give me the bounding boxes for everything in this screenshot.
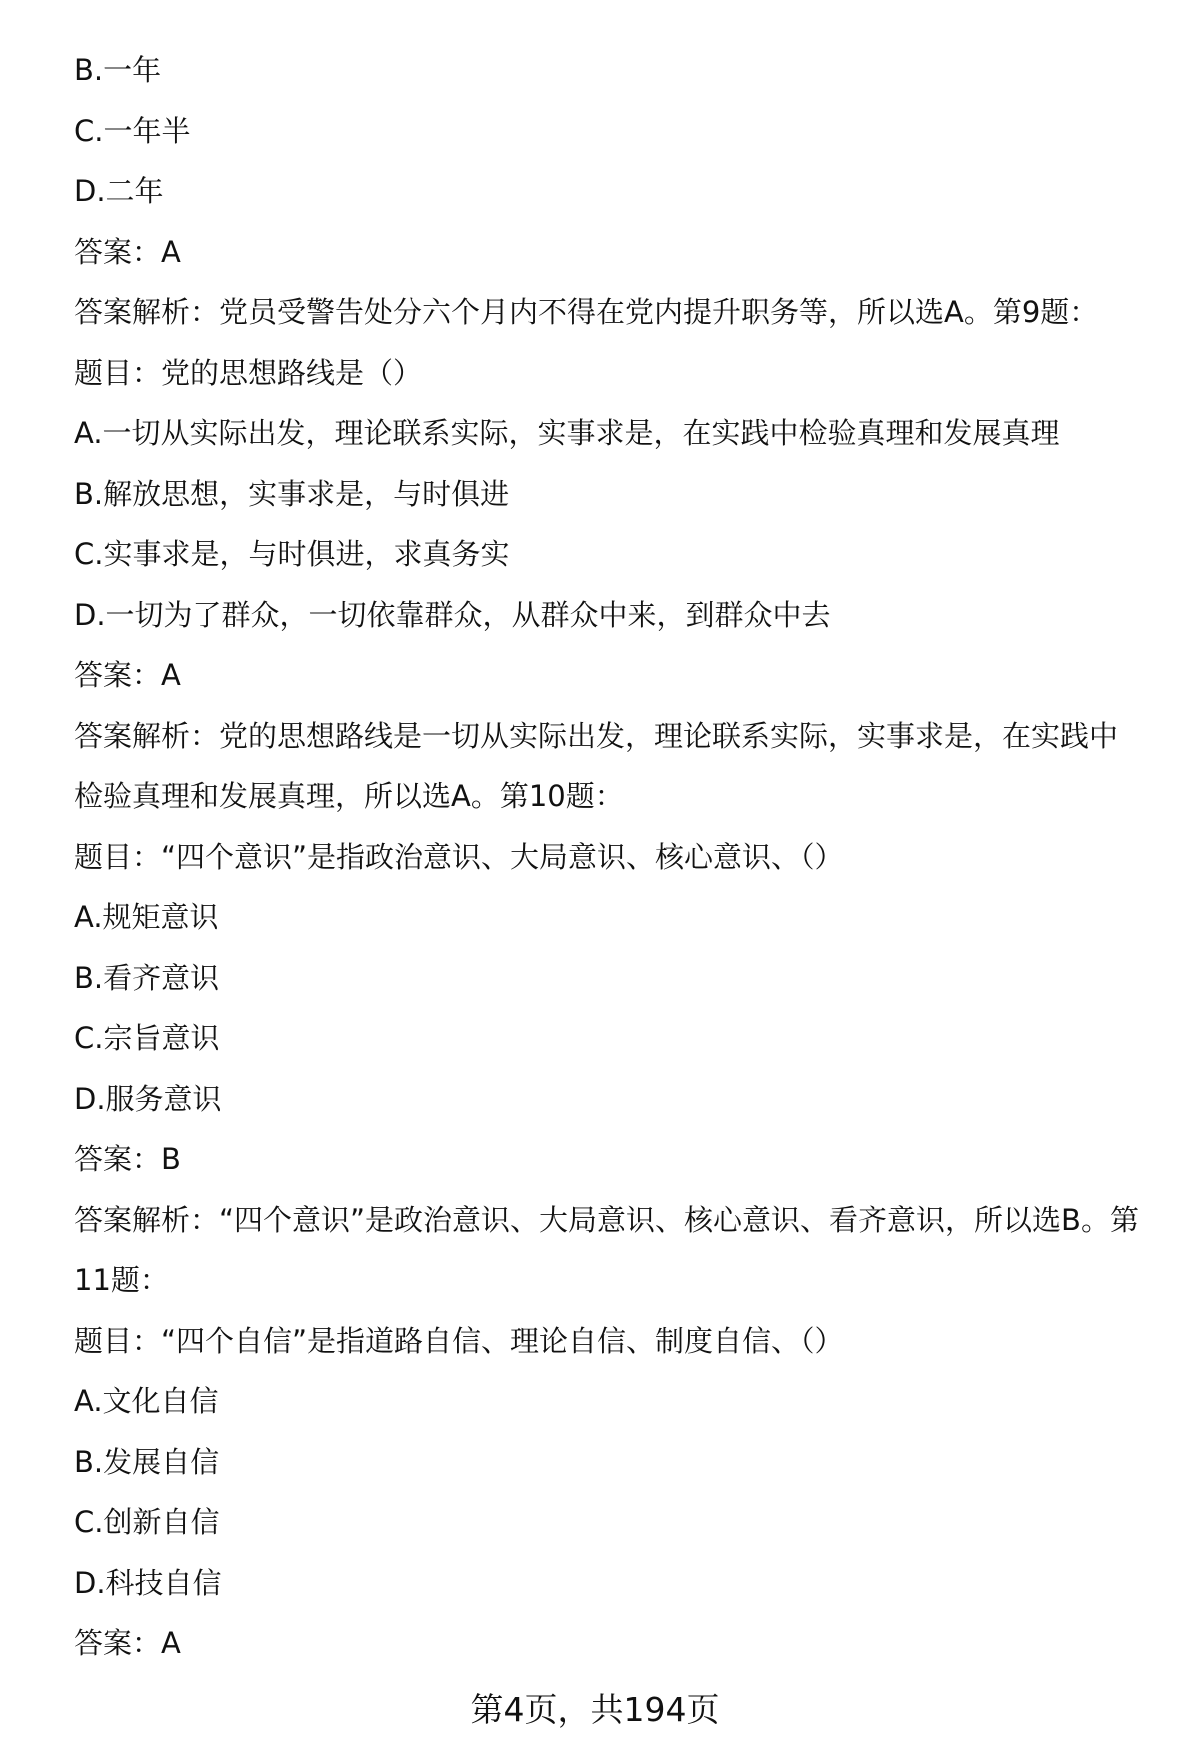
answer-explanation-cont: 11题：	[74, 1263, 169, 1297]
answer-explanation: 答案解析：党员受警告处分六个月内不得在党内提升职务等，所以选A。第9题：	[74, 295, 1099, 329]
page-number: 第4页，共194页	[470, 1690, 720, 1729]
option-b: B.解放思想，实事求是，与时俱进	[74, 476, 510, 511]
document-body	[74, 40, 1174, 1674]
option-d: D.二年	[74, 174, 164, 208]
option-c: C.一年半	[74, 113, 191, 148]
answer-explanation: 答案解析：“四个意识”是政治意识、大局意识、核心意识、看齐意识，所以选B。第	[74, 1202, 1139, 1237]
question-title: 题目：“四个自信”是指道路自信、理论自信、制度自信、（）	[74, 1323, 844, 1358]
answer: 答案：B	[74, 1142, 181, 1176]
option-b: B.一年	[74, 53, 162, 87]
option-c: C.创新自信	[74, 1505, 220, 1539]
option-a: A.一切从实际出发，理论联系实际，实事求是，在实践中检验真理和发展真理	[74, 416, 1060, 450]
answer-explanation-cont: 检验真理和发展真理，所以选A。第10题：	[74, 779, 624, 813]
option-c: C.宗旨意识	[74, 1021, 220, 1055]
question-title: 题目：党的思想路线是（）	[74, 355, 423, 390]
option-d: D.科技自信	[74, 1565, 222, 1600]
question-title: 题目：“四个意识”是指政治意识、大局意识、核心意识、（）	[74, 839, 844, 874]
answer: 答案：A	[74, 1626, 181, 1660]
answer: 答案：A	[74, 658, 181, 692]
option-d: D.服务意识	[74, 1081, 222, 1116]
option-d: D.一切为了群众，一切依靠群众，从群众中来，到群众中去	[74, 597, 831, 632]
option-a: A.规矩意识	[74, 900, 219, 934]
option-c: C.实事求是，与时俱进，求真务实	[74, 537, 510, 571]
option-b: B.发展自信	[74, 1444, 220, 1479]
option-b: B.看齐意识	[74, 960, 220, 995]
answer: 答案：A	[74, 234, 181, 269]
option-a: A.文化自信	[74, 1384, 219, 1418]
answer-explanation: 答案解析：党的思想路线是一切从实际出发，理论联系实际，实事求是，在实践中	[74, 718, 1119, 753]
